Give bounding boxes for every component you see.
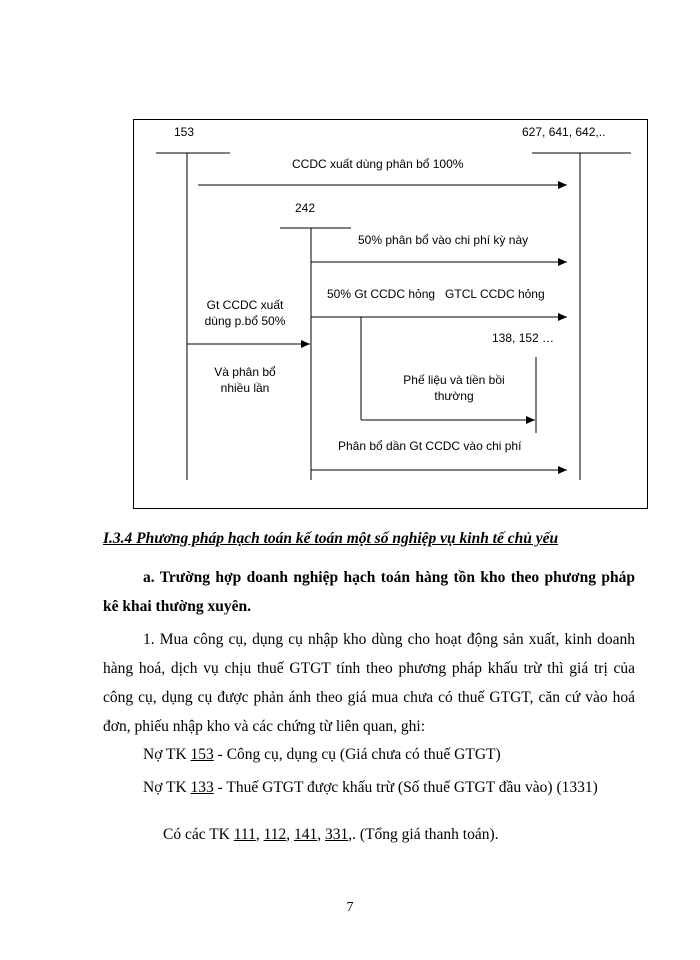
entry-prefix: Có các TK	[163, 826, 234, 843]
case-a-heading: a. Trường hợp doanh nghiệp hạch toán hàng tồn kho theo phương pháp kê khai thường xuyên.	[103, 569, 635, 615]
account-number: 141	[294, 826, 318, 843]
label-issue-50-line2: dùng p.bổ 50%	[204, 314, 286, 328]
accounting-flow-diagram	[133, 119, 648, 509]
separator: ,	[255, 826, 264, 843]
account-number: 153	[190, 746, 214, 763]
label-multi-line1: Và phân bổ	[214, 365, 276, 379]
label-scrap-line2: thường	[434, 389, 474, 403]
section-heading: I.3.4 Phương pháp hạch toán kế toán một số nghiệp vụ kinh tế chủ yếu	[103, 530, 559, 547]
label-50pct-period: 50% phân bổ vào chi phí kỳ này	[358, 233, 529, 247]
account-153-label: 153	[174, 125, 195, 139]
entry-prefix: Nợ TK	[143, 779, 191, 796]
paragraph-1: 1. Mua công cụ, dụng cụ nhập kho dùng cho hoạt động sản xuất, kinh doanh hàng hoá, dịch vụ chịu thuế GTGT tính theo phương pháp khấu trừ thì giá trị của công cụ, dụng cụ được phản ánh theo giá mua chưa có thuế GTGT, căn cứ vào hoá đơn, phiếu nhập kho và các chứng từ liên quan, ghi:	[103, 631, 635, 735]
label-multi-line2: nhiều lần	[220, 381, 270, 395]
account-138-label: 138, 152 …	[492, 331, 555, 345]
label-scrap-line1: Phế liệu và tiền bồi	[403, 373, 505, 387]
entry-description: - Công cụ, dụng cụ (Giá chưa có thuế GTGT)	[213, 746, 501, 763]
account-242-label: 242	[295, 201, 316, 215]
entry-prefix: Nợ TK	[143, 746, 191, 763]
account-number: 133	[190, 779, 214, 796]
journal-entry-credit	[163, 826, 499, 844]
entry-suffix: ,. (Tổng giá thanh toán).	[348, 826, 499, 843]
label-gradual: Phân bổ dần Gt CCDC vào chi phí	[338, 439, 522, 453]
page-number: 7	[346, 900, 354, 915]
account-number: 112	[263, 826, 287, 843]
label-damaged: 50% Gt CCDC hỏng GTCL CCDC hỏng	[327, 287, 545, 301]
journal-entry-debit-133	[143, 779, 598, 797]
separator: ,	[286, 826, 295, 843]
entry-description: - Thuế GTGT được khấu trừ (Số thuế GTGT đầu vào) (1331)	[213, 779, 598, 796]
account-expense-label: 627, 641, 642,..	[522, 125, 606, 139]
label-100pct: CCDC xuất dùng phân bổ 100%	[292, 157, 464, 171]
label-issue-50-line1: Gt CCDC xuất	[206, 298, 284, 312]
journal-entry-debit-153	[143, 746, 501, 764]
account-number: 111	[233, 826, 256, 843]
account-number: 331	[325, 826, 349, 843]
separator: ,	[317, 826, 326, 843]
